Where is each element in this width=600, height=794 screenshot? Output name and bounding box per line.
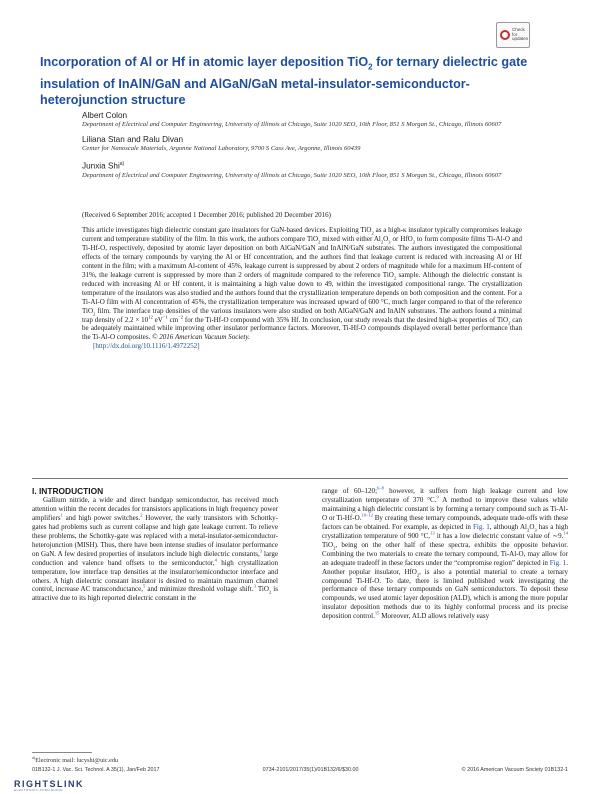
page-footer [32, 767, 568, 773]
check-for-updates-badge[interactable] [496, 22, 530, 48]
received-dates: (Received 6 September 2016; accepted 1 December 2016; published 20 December 2016) [82, 211, 331, 219]
crossmark-icon [500, 30, 510, 40]
author-affiliation: Department of Electrical and Computer Engineering, University of Illinois at Chicago, Suite 1020 SEO, 10th Floor, 851 S Morgan St., Chicago, Illinois 60607 [82, 121, 502, 128]
section-divider [32, 478, 568, 479]
left-column [32, 487, 278, 603]
author-affiliation: Center for Nanoscale Materials, Argonne National Laboratory, 9700 S Cass Ave, Argonne, Illinois 60439 [82, 145, 361, 153]
footnote: $^{a)}$Electronic mail: lucyshi@uic.edu [32, 755, 119, 765]
intro-paragraph-1-continued: range of 60–120;$^{6-8}$ however, it suffers from high leakage current and low crystallization temperature of 370 °C.$^9$ A method to improve these values while maintaining a high dielectric constant is by forming a ternary compound such as Ti-Al-O or Ti-Hf-O.$^{10-12}$ By creating these ternary compounds, adequate trade-offs with these factors can be obtained. For example, as depicted in Fig. 1, although $Al_2O_3$ has a high crystallization temperature of 900 °C,$^{13}$ it has a low dielectric constant value of ∼9.14 TiO$_2$, being on the other half of these spectra, exhibits the opposite behavior. Combining the two materials to create the ternary compound, Ti-Al-O, may allow for an adequate tradeoff in these factors under the “compromise region” depicted in Fig. 1. Another popular insulator, HfO$_2$, is also a potential material to create a ternary compound Ti-Hf-O. To date, there is limited published work investigating the performance of these ternary compounds on GaN semiconductors. To deposit these compounds, we used atomic layer deposition (ALD), which is among the more popular insulator deposition methods due to its highly conformal process and its precise deposition control.$^{15}$ Moreover, ALD allows relatively easy [322, 485, 568, 621]
footnote-mark[interactable]: a) [119, 160, 125, 167]
rightslink-logo: RIGHTSLINK ELECTRONIC PUBLISHING [14, 779, 84, 792]
article-title: Incorporation of Al or Hf in atomic layer deposition TiO$_2$ for ternary dielectric gate insulation of InAlN/GaN and AlGaN/GaN metal-insulator-semiconductor-heterojunction structure [40, 55, 528, 107]
abstract: This article investigates high dielectric constant gate insulators for GaN-based devices. Exploiting TiO$_2$ as a high-κ insulator typically compromises leakage current and temperature stability of the film. In this work, the authors compare TiO$_2$ mixed with either $Al_2O_3$ or HfO$_2$ to form composite films Ti-Al-O and Ti-Hf-O, respectively, deposited by atomic layer deposition on both AlGaN/GaN and InAlN/GaN substrates. The authors investigated the compositional effects of the ternary compounds by varying the Al or Hf concentration, and the authors find that leakage current is reduced with increasing Al or Hf content in the film; with a maximum Al-content of 45%, leakage current is suppressed by about 2 orders of magnitude while for a maximum Hf-content of 31%, the leakage current is suppressed by more than 2 orders of magnitude compared to the reference TiO$_2$ sample. Although the dielectric constant is reduced with increasing Al or Hf content, it is maintaining a high value down to 49, within the investigated compositional range. The crystallization temperature of the insulators was also studied and the authors found that the crystallization temperature depends on both composition and the content. For a Ti-Al-O film with Al concentration of 45%, the crystallization temperature was increased upward of 600 °C, much larger compared to that of the reference TiO$_2$ film. The interface trap densities of the various insulators were also studied on both AlGaN/GaN and InAlN substrates. The authors found a minimal trap density of $2.2 \times 10^{12}$ $eV^{-1}$ $cm^{-2}$ for the Ti-Hf-O compound with 35% Hf. In conclusion, our study reveals that the desired high-κ properties of TiO$_2$ can be adequately maintained while improving other insulator performance factors. Moreover, Ti-Hf-O compounds displayed overall better performance than the Ti-Al-O composites. © 2016 American Vacuum Society. [http://dx.doi.org/10.1116/1.4972252] [82, 226, 523, 351]
author-name: Albert Colon [82, 111, 128, 120]
right-column [322, 487, 568, 621]
author-name: Liliana Stan and Ralu Divan [82, 135, 184, 145]
copyright-notice: © 2016 American Vacuum Society. [152, 333, 250, 342]
section-heading: I. INTRODUCTION [32, 486, 104, 496]
badge-text: Check for updates [512, 26, 529, 42]
author-affiliation: Department of Electrical and Computer Engineering, University of Illinois at Chicago, Suite 1020 SEO, 10th Floor, 851 S Morgan St., Chicago, Illinois 60607 [82, 171, 502, 179]
doi-link[interactable]: [http://dx.doi.org/10.1116/1.4972252] [93, 342, 200, 351]
author-name: Junxia Shi$^{a)}$ [82, 160, 125, 171]
author-block [82, 110, 522, 185]
footer-issn: 0734-2101/2017/35(1)/01B132/6/$30.00 [262, 767, 359, 773]
footer-journal: 01B132-1 J. Vac. Sci. Technol. A 35(1), Jan/Feb 2017 [32, 767, 160, 773]
intro-paragraph-1: Gallium nitride, a wide and direct bandgap semiconductor, has received much attention within the recent decades for transistors applications in high frequency power amplifiers$^1$ and high power switches.$^2$ However, the early transistors with Schottky-gates had problems such as current collapse and high gate leakage current. To relieve these problems, the Schottky-gate was replaced with a metal-insulator-semiconductor-heterojunction (MISH). Thus, there have been intense studies of insulator performance on GaN. A few desired properties of insulators include high dielectric constants,$^3$ large conduction and valence band offsets to the semiconductor,$^4$ high crystallization temperature, low interface trap densities at the insulator/semiconductor interface and others. A high dielectric constant insulator is desired to maintain maximum channel control, increase AC transconductance,$^5$ and minimize threshold voltage shift.$^3$ TiO$_2$ is attractive due to its high reported dielectric constant in the [32, 495, 279, 603]
footnote-divider [32, 752, 92, 753]
footer-copyright: © 2016 American Vacuum Society 01B132-1 [461, 767, 568, 773]
